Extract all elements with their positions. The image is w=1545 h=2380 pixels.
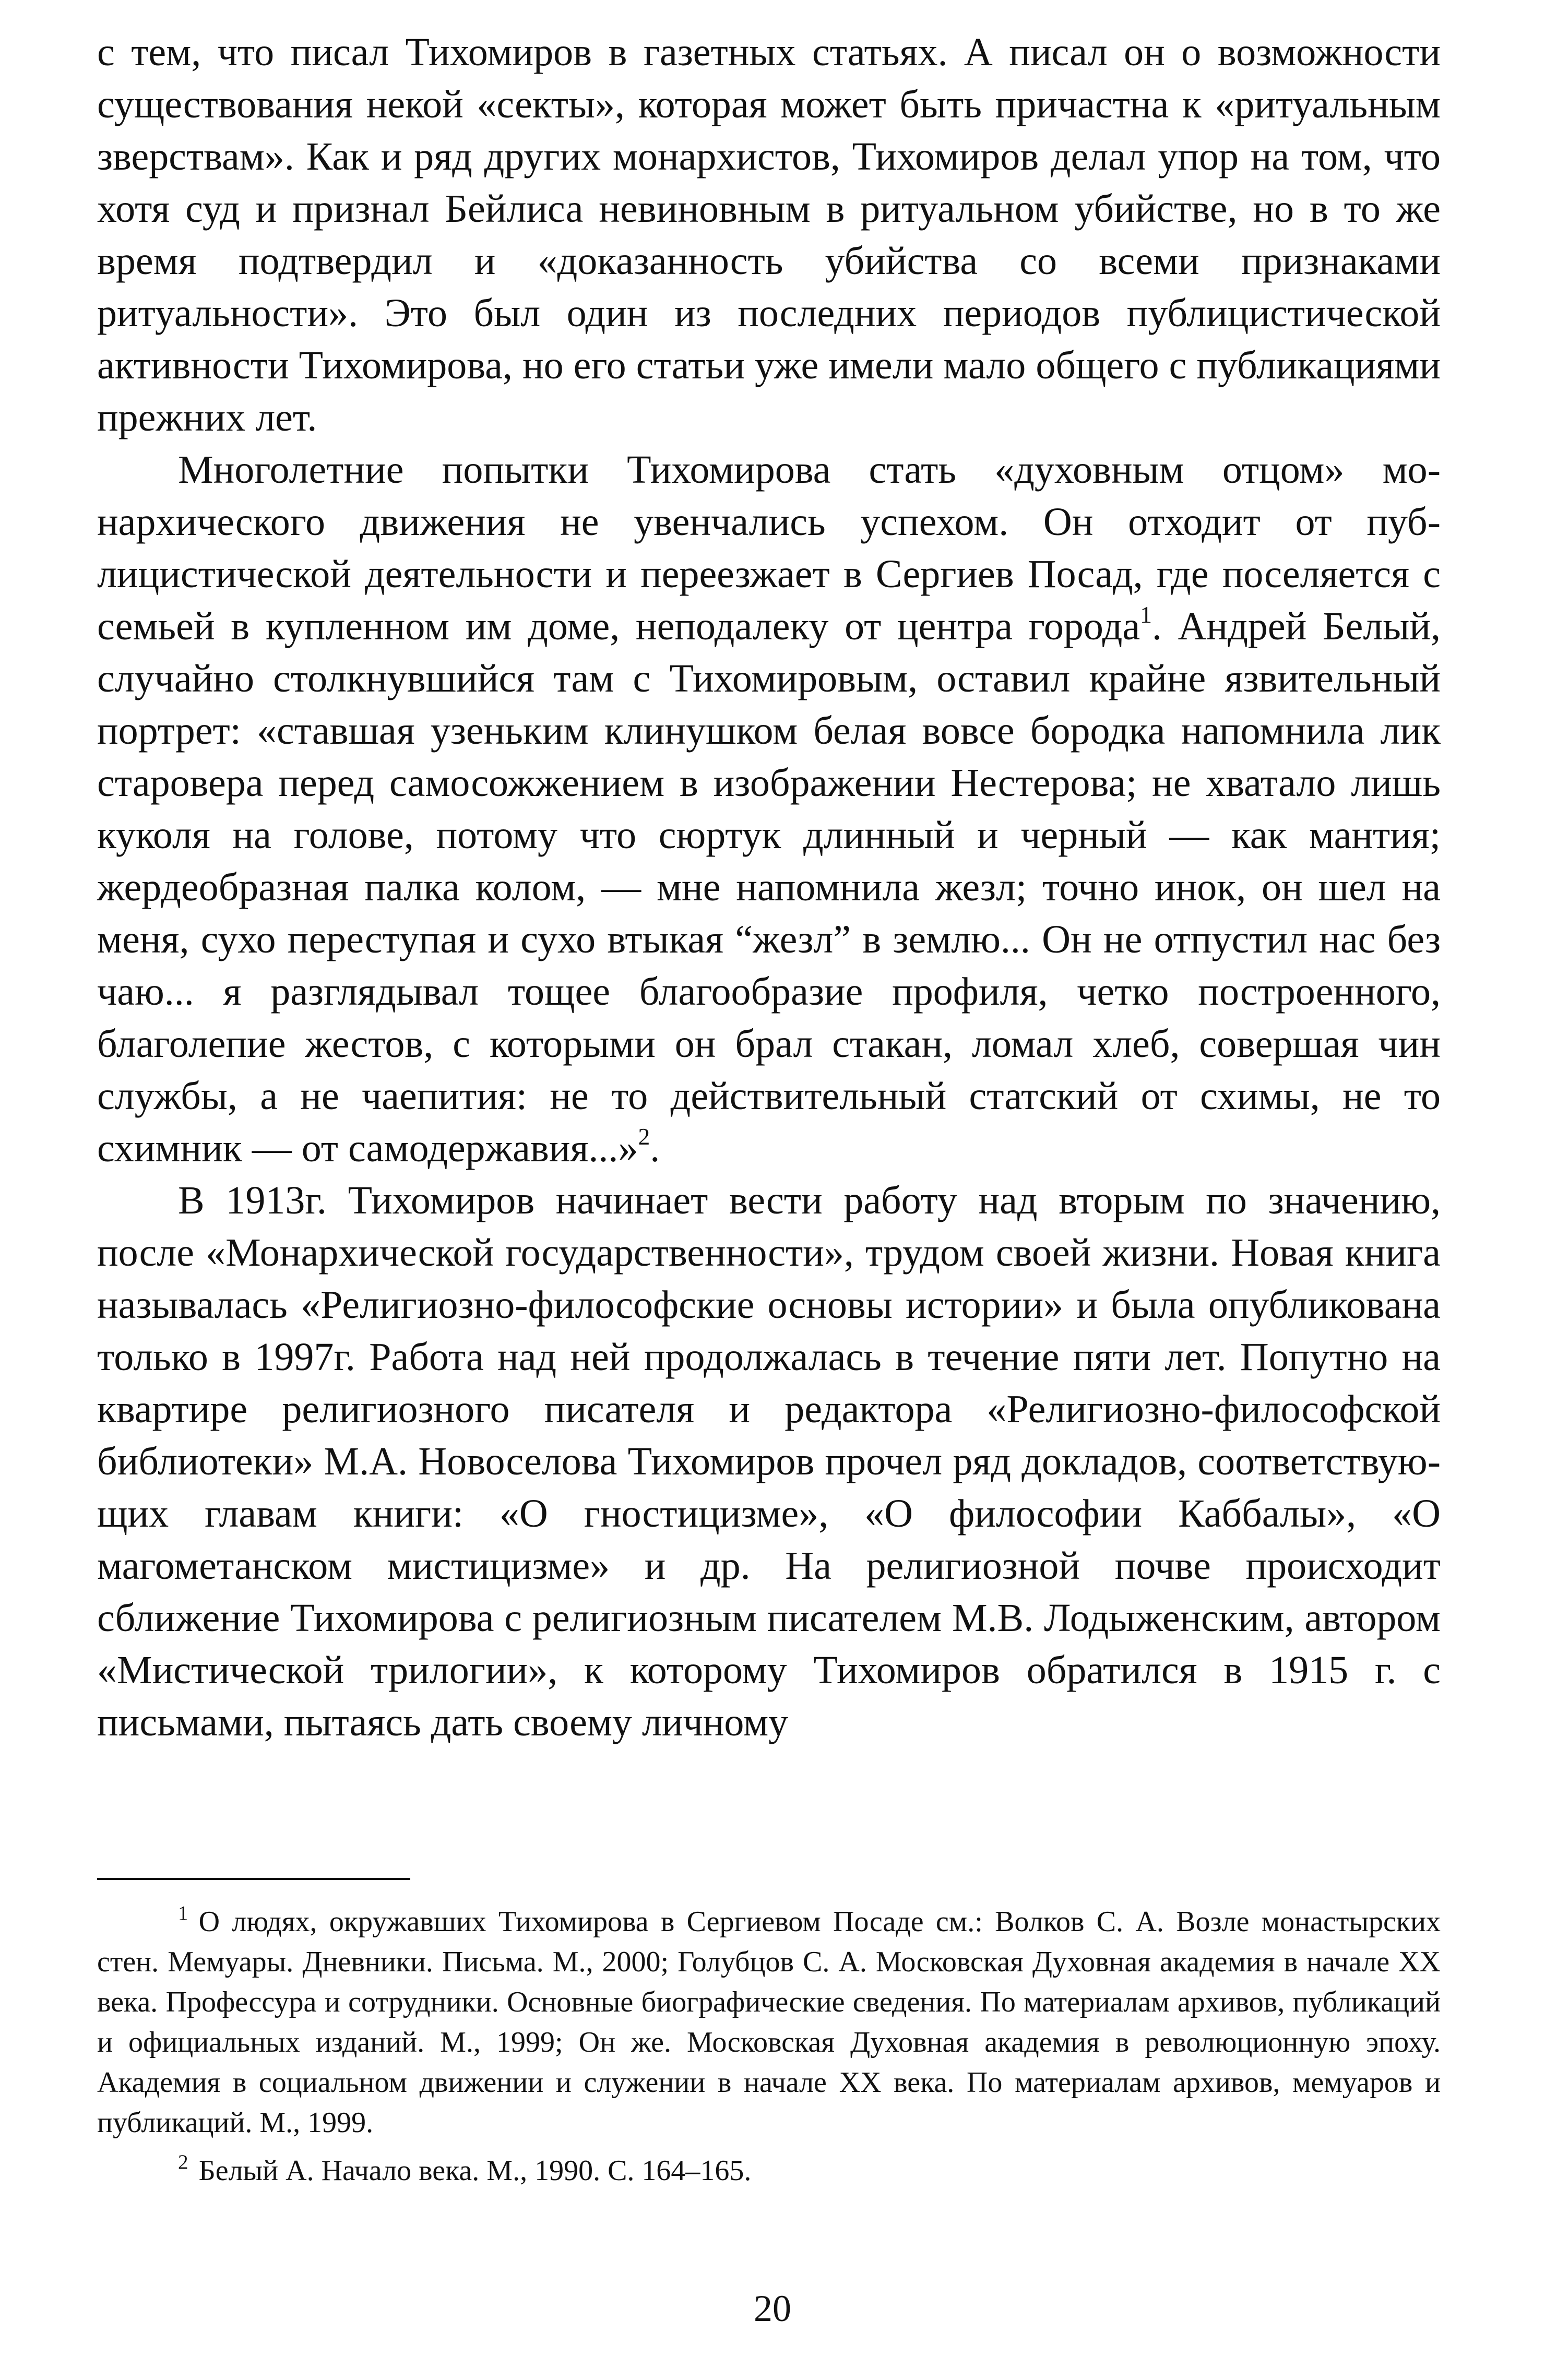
footnote-1 xyxy=(97,1902,1441,2143)
paragraph-2-part-1: Многолетние попытки Тихомирова стать «духовным отцом» монархического движения не увенчались успехом. Он отходит от публицистической деятельности и переезжает в Сергиев Посад, где поселяется с семьей в купленном им доме, неподалеку от центра города xyxy=(97,448,1441,648)
page-number: 20 xyxy=(754,2288,791,2329)
footnote-divider xyxy=(97,1878,410,1880)
paragraph-3: В 1913г. Тихомиров начинает вести работу над вторым по значению, после «Монархической государственности», трудом своей жизни. Новая книга называлась «Религиозно-философские основы истории» и была опубликована только в 1997г. Работа над ней продолжалась в течение пяти лет. Попутно на квартире религиозного писателя и редактора «Религиозно-философской библиотеки» М.А. Новоселова Тихомиров прочел ряд докладов, соответствующих главам книги: «О гностицизме», «О философии Каббалы», «О магометанском мистицизме» и др. На религиозной почве происходит сближение Тихомирова с религиозным писателем М.В. Лодыженским, автором «Мистической трилогии», к которому Тихомиров обратился в 1915 г. с письмами, пытаясь дать своему личному xyxy=(97,1179,1441,1744)
paragraph-2-part-3: . xyxy=(650,1126,660,1170)
paragraph-2 xyxy=(97,444,1441,1174)
main-text xyxy=(97,26,1441,1748)
footnote-2 xyxy=(97,2151,1441,2191)
footnote-1-mark: 1 xyxy=(178,1902,188,1925)
footnote-ref-1[interactable]: 1 xyxy=(1140,601,1152,628)
paragraph-1: с тем, что писал Тихомиров в газетных статьях. А писал он о возможности существования некой «секты», которая может быть причастна к «ритуальным зверствам». Как и ряд других монархистов, Тихомиров делал упор на том, что хотя суд и признал Бейлиса невиновным в ритуальном убийстве, но в то же время подтвердил и «доказанность убийства со всеми признаками ритуальности». Это был один из последних периодов публицистической активности Тихомирова, но его статьи уже имели мало общего с публикациями прежних лет. xyxy=(97,30,1441,439)
footnote-1-text: О людях, окружавших Тихомирова в Сергиевом Посаде см.: Волков С. А. Возле монастырских стен. Мемуары. Дневники. Письма. М., 2000; Голубцов С. А. Московская Духовная академия в начале XX века. Профессура и сотрудники. Основные биографические сведения. По материалам архивов, публикаций и официальных изданий. М., 1999; Он же. Московская Духовная академия в революционную эпоху. Академия в социальном движении и служении в начале XX века. По материалам архивов, мемуаров и публикаций. М., 1999. xyxy=(97,1906,1441,2139)
footnote-ref-2[interactable]: 2 xyxy=(638,1123,650,1150)
paragraph-2-part-2: . Андрей Белый, случайно столкнувшийся там с Тихомировым, оставил крайне язвительный портрет: «ставшая узеньким клинушком белая вовсе бородка напомнила лик старовера перед самосожжением в изображении Нестерова; не хватало лишь куколя на голове, потому что сюртук длинный и черный — как мантия; жердеобразная палка колом, — мне напомнила жезл; точно инок, он шел на меня, сухо переступая и сухо втыкая “жезл” в землю... Он не отпустил нас без чаю... я разглядывал тощее благообразие профиля, четко построенного, благолепие жестов, с которыми он брал стакан, ломал хлеб, совершая чин службы, а не чаепития: не то действительный статский от схимы, не то схимник — от самодержавия...» xyxy=(97,604,1441,1170)
footnotes xyxy=(97,1902,1441,2191)
footnote-2-text: Белый А. Начало века. М., 1990. С. 164–165. xyxy=(198,2155,752,2187)
footnote-2-mark: 2 xyxy=(178,2151,188,2174)
